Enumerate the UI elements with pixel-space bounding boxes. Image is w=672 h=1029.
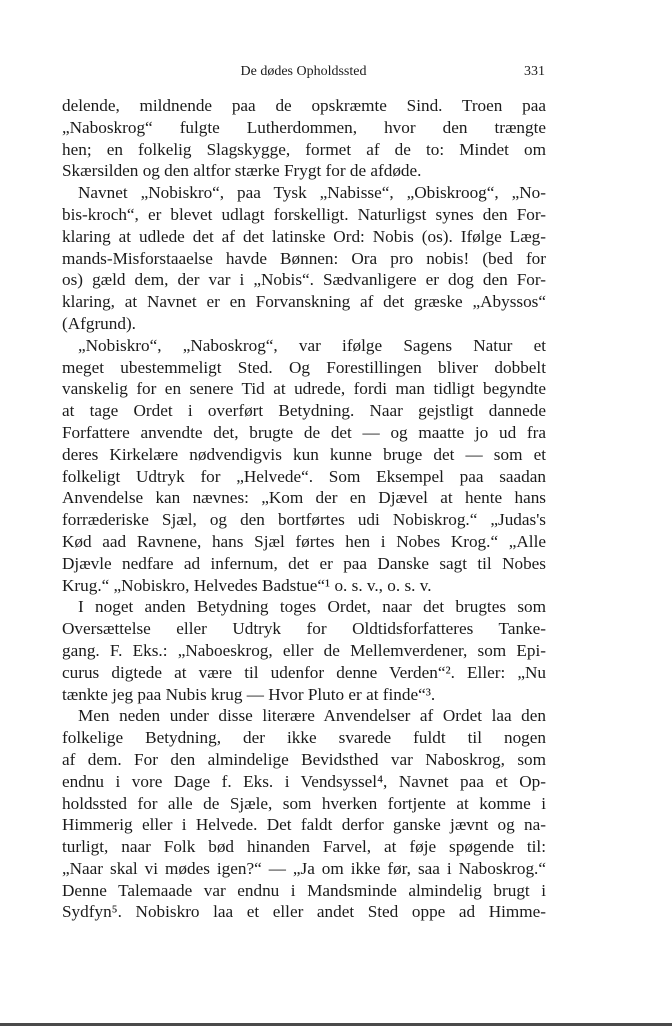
text-line: Skærsilden og den altfor stærke Frygt for de afdøde. xyxy=(62,161,422,181)
body-text xyxy=(62,95,546,923)
text-line: klaring, at Navnet er en Forvanskning af det græske „Abyssos“ xyxy=(62,292,546,312)
text-line: Navnet „Nobiskro“, paa Tysk „Nabisse“, „Obiskroog“, „No- xyxy=(78,183,546,203)
page-header xyxy=(62,64,545,84)
page-number: 331 xyxy=(524,64,545,79)
text-line: holdssted for alle de Sjæle, som hverken fortjente at komme i xyxy=(62,793,546,813)
text-line: deres Kirkelære nødvendigvis kun kunne bruge det — som et xyxy=(62,444,546,464)
text-line: klaring at udlede det af det latinske Ord: Nobis (os). Ifølge Læg- xyxy=(62,226,546,246)
text-line: „Naar skal vi mødes igen?“ — „Ja om ikke før, saa i Naboskrog.“ xyxy=(62,858,546,878)
text-line: at tage Ordet i overført Betydning. Naar gejstligt dannede xyxy=(62,401,546,421)
text-line: mands-Misforstaaelse havde Bønnen: Ora pro nobis! (bed for xyxy=(62,248,546,268)
text-line: Kød aad Ravnene, hans Sjæl førtes hen i Nobes Krog.“ „Alle xyxy=(62,531,546,551)
text-line: „Nobiskro“, „Naboskrog“, var ifølge Sagens Natur et xyxy=(78,335,546,355)
text-line: vanskelig for en senere Tid at udrede, fordi man tidligt begyndte xyxy=(62,379,546,399)
text-line: os) gæld dem, der var i „Nobis“. Sædvanligere er dog den For- xyxy=(62,270,546,290)
text-line: hen; en folkelig Slagskygge, formet af de to: Mindet om xyxy=(62,139,546,159)
text-line: gang. F. Eks.: „Naboeskrog, eller de Mellemverdener, som Epi- xyxy=(62,640,546,660)
text-line: Djævle nedfare ad infernum, det er paa Danske sagt til Nobes xyxy=(62,553,546,573)
text-line: Krug.“ „Nobiskro, Helvedes Badstue“¹ o. s. v., o. s. v. xyxy=(62,575,432,595)
text-line: Forfattere anvendte det, brugte de det — og maatte jo ud fra xyxy=(62,422,546,442)
text-line: I noget anden Betydning toges Ordet, naar det brugtes som xyxy=(78,597,546,617)
text-line: Oversættelse eller Udtryk for Oldtidsforfatteres Tanke- xyxy=(62,619,546,639)
text-line: bis-kroch“, er blevet udlagt forskelligt. Naturligst synes den For- xyxy=(62,204,546,224)
text-line: (Afgrund). xyxy=(62,313,136,333)
text-line: delende, mildnende paa de opskræmte Sind. Troen paa xyxy=(62,96,546,115)
text-line: Himmerig eller i Helvede. Det faldt derfor ganske jævnt og na- xyxy=(62,815,546,835)
text-line: af dem. For den almindelige Bevidsthed var Naboskrog, som xyxy=(62,749,546,769)
text-line: Denne Talemaade var endnu i Mandsminde almindelig brugt i xyxy=(62,880,546,900)
text-line: endnu i vore Dage f. Eks. i Vendsyssel⁴, Navnet paa et Op- xyxy=(62,771,546,791)
running-title: De dødes Opholdssted xyxy=(240,64,367,79)
text-line: forræderiske Sjæl, og den bortførtes udi Nobiskrog.“ „Judas's xyxy=(62,510,546,530)
text-line: Anvendelse kan nævnes: „Kom der en Djævel at hente hans xyxy=(62,488,546,508)
text-line: folkeligt Udtryk for „Helvede“. Som Eksempel paa saadan xyxy=(62,466,546,486)
text-line: „Naboskrog“ fulgte Lutherdommen, hvor den trængte xyxy=(62,117,546,137)
text-line: Sydfyn⁵. Nobiskro laa et eller andet Sted oppe ad Himme- xyxy=(62,902,546,922)
bottom-edge-rule xyxy=(0,1023,672,1026)
text-line: tænkte jeg paa Nubis krug — Hvor Pluto er at finde“³. xyxy=(62,684,436,704)
text-line: meget ubestemmeligt Sted. Og Forestillingen bliver dobbelt xyxy=(62,357,546,377)
text-line: curus digtede at være til udenfor denne Verden“². Eller: „Nu xyxy=(62,662,546,682)
text-line: Men neden under disse literære Anvendelser af Ordet laa den xyxy=(78,706,546,726)
text-line: folkelige Betydning, der ikke svarede fuldt til nogen xyxy=(62,728,546,748)
text-line: turligt, naar Folk bød hinanden Farvel, at føje spøgende til: xyxy=(62,837,546,857)
